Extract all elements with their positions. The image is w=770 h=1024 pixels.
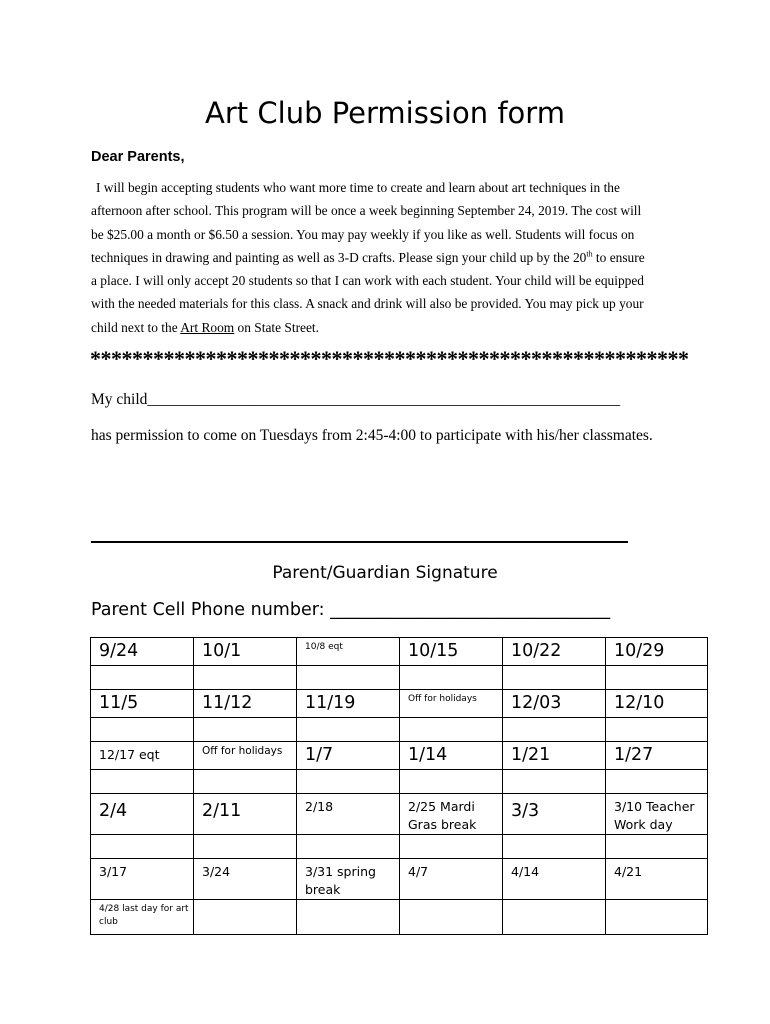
calendar-blank-row <box>91 835 708 859</box>
calendar-blank-cell[interactable] <box>297 666 400 690</box>
signature-label: Parent/Guardian Signature <box>272 563 498 583</box>
calendar-blank-cell[interactable] <box>606 770 708 794</box>
calendar-cell: 4/14 <box>503 859 606 900</box>
signature-line[interactable] <box>91 541 628 543</box>
calendar-blank-cell[interactable] <box>606 718 708 742</box>
calendar-cell: 4/7 <box>400 859 503 900</box>
calendar-blank-cell[interactable] <box>194 900 297 935</box>
calendar-cell: 1/7 <box>297 742 400 770</box>
calendar-cell: 2/4 <box>91 794 194 835</box>
letter-line-4 <box>91 246 691 269</box>
calendar-cell: 10/8 eqt <box>297 638 400 666</box>
calendar-blank-cell[interactable] <box>400 835 503 859</box>
calendar-row <box>91 859 708 900</box>
calendar-blank-cell[interactable] <box>91 666 194 690</box>
separator-stars: ********************************************************* <box>90 346 689 371</box>
calendar-cell: Off for holidays <box>194 742 297 770</box>
calendar-blank-cell[interactable] <box>503 666 606 690</box>
calendar-blank-cell[interactable] <box>194 835 297 859</box>
calendar-blank-cell[interactable] <box>91 770 194 794</box>
calendar-cell: 12/10 <box>606 690 708 718</box>
calendar-blank-cell[interactable] <box>503 770 606 794</box>
calendar-cell: 4/28 last day for art club <box>91 900 194 935</box>
letter-line-7 <box>91 316 691 339</box>
calendar-cell: 10/1 <box>194 638 297 666</box>
calendar-cell: 12/17 eqt <box>91 742 194 770</box>
letter-line-4-end: to ensure <box>592 249 645 265</box>
calendar-cell: 10/15 <box>400 638 503 666</box>
calendar-blank-cell[interactable] <box>194 718 297 742</box>
calendar-blank-cell[interactable] <box>297 718 400 742</box>
permission-statement: has permission to come on Tuesdays from 2:45-4:00 to participate with his/her classmates. <box>91 427 653 444</box>
calendar-row <box>91 638 708 666</box>
letter-body <box>91 176 691 339</box>
calendar-row <box>91 742 708 770</box>
calendar-blank-cell[interactable] <box>91 718 194 742</box>
letter-line-2: afternoon after school. This program will be once a week beginning September 24, 2019. The cost will <box>91 203 642 219</box>
calendar-blank-cell[interactable] <box>400 900 503 935</box>
ordinal-suffix: th <box>586 249 593 259</box>
calendar-cell: 10/29 <box>606 638 708 666</box>
calendar-row <box>91 900 708 935</box>
letter-line-3: be $25.00 a month or $6.50 a session. You may pay weekly if you like as well. Students will focus on <box>91 226 635 242</box>
calendar-blank-cell[interactable] <box>606 835 708 859</box>
calendar-blank-cell[interactable] <box>297 900 400 935</box>
calendar-blank-cell[interactable] <box>194 770 297 794</box>
calendar-cell: 3/3 <box>503 794 606 835</box>
calendar-cell: 3/31 spring break <box>297 859 400 900</box>
child-name-field[interactable]: My child_____________________________________________________________ <box>91 391 621 408</box>
calendar-blank-cell[interactable] <box>400 666 503 690</box>
calendar-cell: 11/12 <box>194 690 297 718</box>
art-room-link: Art Room <box>180 319 235 335</box>
page-title: Art Club Permission form <box>205 96 565 130</box>
parent-phone-field[interactable]: Parent Cell Phone number: ________________________________ <box>91 600 611 620</box>
calendar-blank-cell[interactable] <box>297 835 400 859</box>
calendar-cell: 3/10 Teacher Work day <box>606 794 708 835</box>
calendar-blank-row <box>91 666 708 690</box>
calendar-blank-cell[interactable] <box>606 666 708 690</box>
calendar-cell: 2/11 <box>194 794 297 835</box>
letter-line-7-text: child next to the <box>91 319 181 335</box>
calendar-blank-cell[interactable] <box>194 666 297 690</box>
calendar-cell: 1/14 <box>400 742 503 770</box>
calendar-blank-cell[interactable] <box>503 718 606 742</box>
letter-line-6: with the needed materials for this class. A snack and drink will also be provided. You may pick up your <box>91 296 644 312</box>
calendar-cell: 11/19 <box>297 690 400 718</box>
calendar-row <box>91 794 708 835</box>
calendar-blank-row <box>91 770 708 794</box>
calendar-cell: 11/5 <box>91 690 194 718</box>
calendar-cell: 4/21 <box>606 859 708 900</box>
calendar-row <box>91 690 708 718</box>
calendar-blank-row <box>91 718 708 742</box>
calendar-blank-cell[interactable] <box>503 900 606 935</box>
calendar-cell: 2/18 <box>297 794 400 835</box>
calendar-cell: 1/27 <box>606 742 708 770</box>
calendar-blank-cell[interactable] <box>400 718 503 742</box>
calendar-blank-cell[interactable] <box>91 835 194 859</box>
salutation: Dear Parents, <box>91 149 185 165</box>
calendar-blank-cell[interactable] <box>297 770 400 794</box>
letter-line-4-text: techniques in drawing and painting as well as 3-D crafts. Please sign your child up by the 20 <box>91 249 587 265</box>
calendar-cell: 2/25 Mardi Gras break <box>400 794 503 835</box>
calendar-cell: 12/03 <box>503 690 606 718</box>
calendar-cell: 9/24 <box>91 638 194 666</box>
letter-line-1: I will begin accepting students who want more time to create and learn about art techniques in the <box>96 180 620 195</box>
calendar-table <box>90 637 708 935</box>
calendar-blank-cell[interactable] <box>503 835 606 859</box>
calendar-cell: 10/22 <box>503 638 606 666</box>
calendar-cell: 3/24 <box>194 859 297 900</box>
calendar-cell: 3/17 <box>91 859 194 900</box>
calendar-blank-cell[interactable] <box>400 770 503 794</box>
calendar-blank-cell[interactable] <box>606 900 708 935</box>
calendar-cell: 1/21 <box>503 742 606 770</box>
calendar-cell: Off for holidays <box>400 690 503 718</box>
letter-line-7-end: on State Street. <box>234 319 319 335</box>
letter-line-5: a place. I will only accept 20 students so that I can work with each student. Your child will be equipped <box>91 273 644 289</box>
